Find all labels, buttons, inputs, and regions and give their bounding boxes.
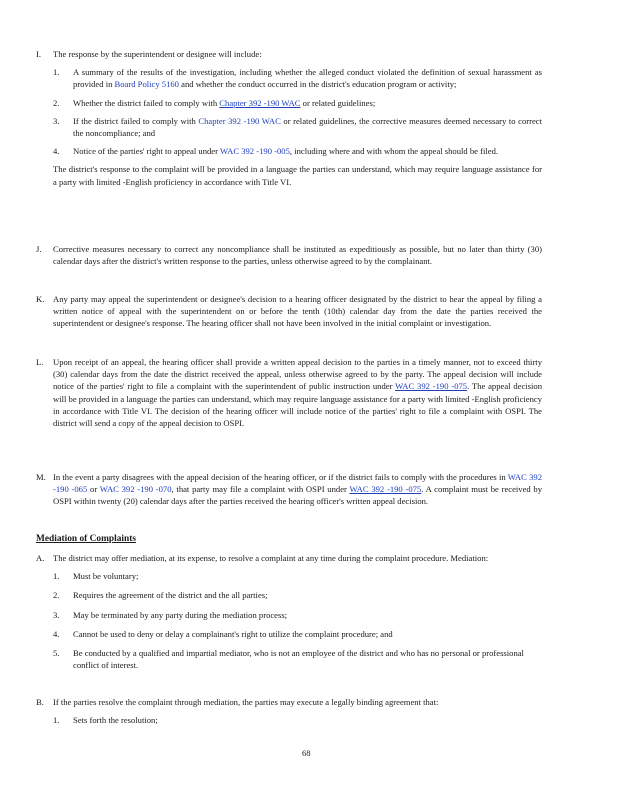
item-text: A summary of the results of the investigation, including whether the alleged conduct violated the definition of sexual harassment as provided in xyxy=(73,67,542,90)
list-item xyxy=(53,115,542,139)
section-letter: B. xyxy=(36,697,44,707)
section-k xyxy=(36,293,542,330)
item-text: Be conducted by a qualified and impartial mediator, who is not an employee of the district and who has no personal or professional conflict of interest. xyxy=(73,648,524,671)
list-item xyxy=(53,145,542,157)
item-text: , including where and with whom the appeal should be filed. xyxy=(289,146,499,157)
mediation-list xyxy=(36,570,542,671)
section-intro: The district may offer mediation, at its expense, to resolve a complaint at any time during the complaint procedure. Mediation: xyxy=(53,553,489,563)
item-number: 3. xyxy=(53,609,60,620)
section-text-part: . A complaint must be received by OSPI within twenty (20) calendar days after the parties received the hearing officer's written appeal decision. xyxy=(53,484,543,507)
response-language-paragraph: The district's response to the complaint will be provided in a language the parties can understand, which may require language assistance for a party with limited -English proficiency in accordance with Title VI. xyxy=(53,164,542,187)
item-text: or related guidelines; xyxy=(300,97,376,108)
list-item xyxy=(53,66,542,90)
item-text: May be terminated by any party during the mediation process; xyxy=(73,609,288,620)
item-text: Notice of the parties' right to appeal under xyxy=(73,146,220,157)
section-letter: A. xyxy=(36,553,45,563)
item-text: and whether the conduct occurred in the district's education program or activity; xyxy=(178,79,457,90)
item-text: Requires the agreement of the district and the all parties; xyxy=(73,590,268,601)
list-item xyxy=(53,609,542,621)
section-letter: K. xyxy=(36,294,45,304)
item-number: 4. xyxy=(53,146,60,157)
section-l xyxy=(36,356,542,429)
item-number: 2. xyxy=(53,590,60,601)
item-number: 3. xyxy=(53,115,60,126)
list-item xyxy=(53,97,542,109)
wac-link[interactable]: WAC 392 -190 -075 xyxy=(349,484,422,495)
wac-chapter-link[interactable]: Chapter 392 -190 WAC xyxy=(198,115,281,126)
wac-link[interactable]: WAC 392 -190 -070 xyxy=(99,484,172,495)
item-number: 4. xyxy=(53,628,60,639)
list-item xyxy=(53,628,542,640)
wac-link[interactable]: WAC 392 -190 -075 xyxy=(395,381,468,392)
section-text-part: In the event a party disagrees with the appeal decision of the hearing officer, or if the district fails to comply with the procedures in xyxy=(53,472,508,482)
item-text: Whether the district failed to comply with xyxy=(73,97,220,108)
section-intro: If the parties resolve the complaint through mediation, the parties may execute a legally binding agreement that: xyxy=(53,697,439,707)
section-text-part: Upon receipt of an appeal, the hearing officer shall provide a written appeal decision to the parties in a timely manner, not to exceed thirty (30) calendar days from the date the district received the appeal, unless otherwise agreed to by the party. The appeal decision will include notice of the parties' right to file a complaint with the superintendent of public instruction under xyxy=(53,357,542,392)
item-number: 1. xyxy=(53,715,60,726)
list-item xyxy=(53,570,542,582)
section-text: Any party may appeal the superintendent or designee's decision to a hearing officer designated by the district to hear the appeal by filing a written notice of appeal with the superintendent on or before the tenth (10th) calendar day from the date the parties received the superintendent or designee's response. The hearing officer shall not have been involved in the initial complaint or investigation. xyxy=(53,294,542,329)
section-intro: The response by the superintendent or designee will include: xyxy=(53,49,262,59)
section-m xyxy=(36,471,542,508)
item-text: Sets forth the resolution; xyxy=(73,715,158,726)
section-letter: L. xyxy=(36,357,44,367)
list-item xyxy=(53,589,542,601)
item-number: 5. xyxy=(53,648,60,659)
mediation-section-a xyxy=(36,552,542,678)
wac-link[interactable]: WAC 392 -190 -005 xyxy=(219,146,290,157)
section-text-part: . The appeal decision will be provided in a language the parties can understand, which may require language assistance for a party with limited -English proficiency in accordance with Title VI. The decision of the hearing officer will include notice of the parties' right to file a complaint with OSPI. The district will send a copy of the appeal decision to OSPI. xyxy=(53,381,542,429)
board-policy-link[interactable]: Board Policy 5160 xyxy=(114,79,179,90)
response-list xyxy=(36,66,542,157)
wac-link[interactable]: WAC 392 -190 -065 xyxy=(53,472,543,495)
list-item xyxy=(53,714,542,726)
mediation-heading: Mediation of Complaints xyxy=(36,534,137,544)
mediation-section-b xyxy=(36,696,542,733)
agreement-list xyxy=(36,714,542,726)
section-letter: M. xyxy=(36,472,46,482)
section-letter: J. xyxy=(36,244,42,254)
section-text-part: or xyxy=(87,484,100,495)
item-number: 2. xyxy=(53,97,60,108)
section-i xyxy=(36,48,542,188)
item-number: 1. xyxy=(53,571,60,582)
section-text: Corrective measures necessary to correct any noncompliance shall be instituted as expeditiously as possible, but no later than thirty (30) calendar days after the district's written response to the parties, unless otherwise agreed to by the complainant. xyxy=(53,244,542,267)
page-number: 68 xyxy=(302,748,311,758)
item-text: or related guidelines, the corrective measures deemed necessary to correct the noncompliance; and xyxy=(73,115,542,139)
section-letter: I. xyxy=(36,49,42,59)
section-text xyxy=(53,471,542,508)
item-text: Cannot be used to deny or delay a complainant's right to utilize the complaint procedure; and xyxy=(73,628,393,639)
section-text-part: , that party may file a complaint with OSPI under xyxy=(171,484,350,495)
item-number: 1. xyxy=(53,67,60,78)
list-item xyxy=(53,647,542,671)
section-text xyxy=(53,356,542,429)
item-text: If the district failed to comply with xyxy=(73,115,199,126)
section-j xyxy=(36,243,542,267)
wac-chapter-link[interactable]: Chapter 392 -190 WAC xyxy=(219,97,301,108)
item-text: Must be voluntary; xyxy=(73,571,139,582)
